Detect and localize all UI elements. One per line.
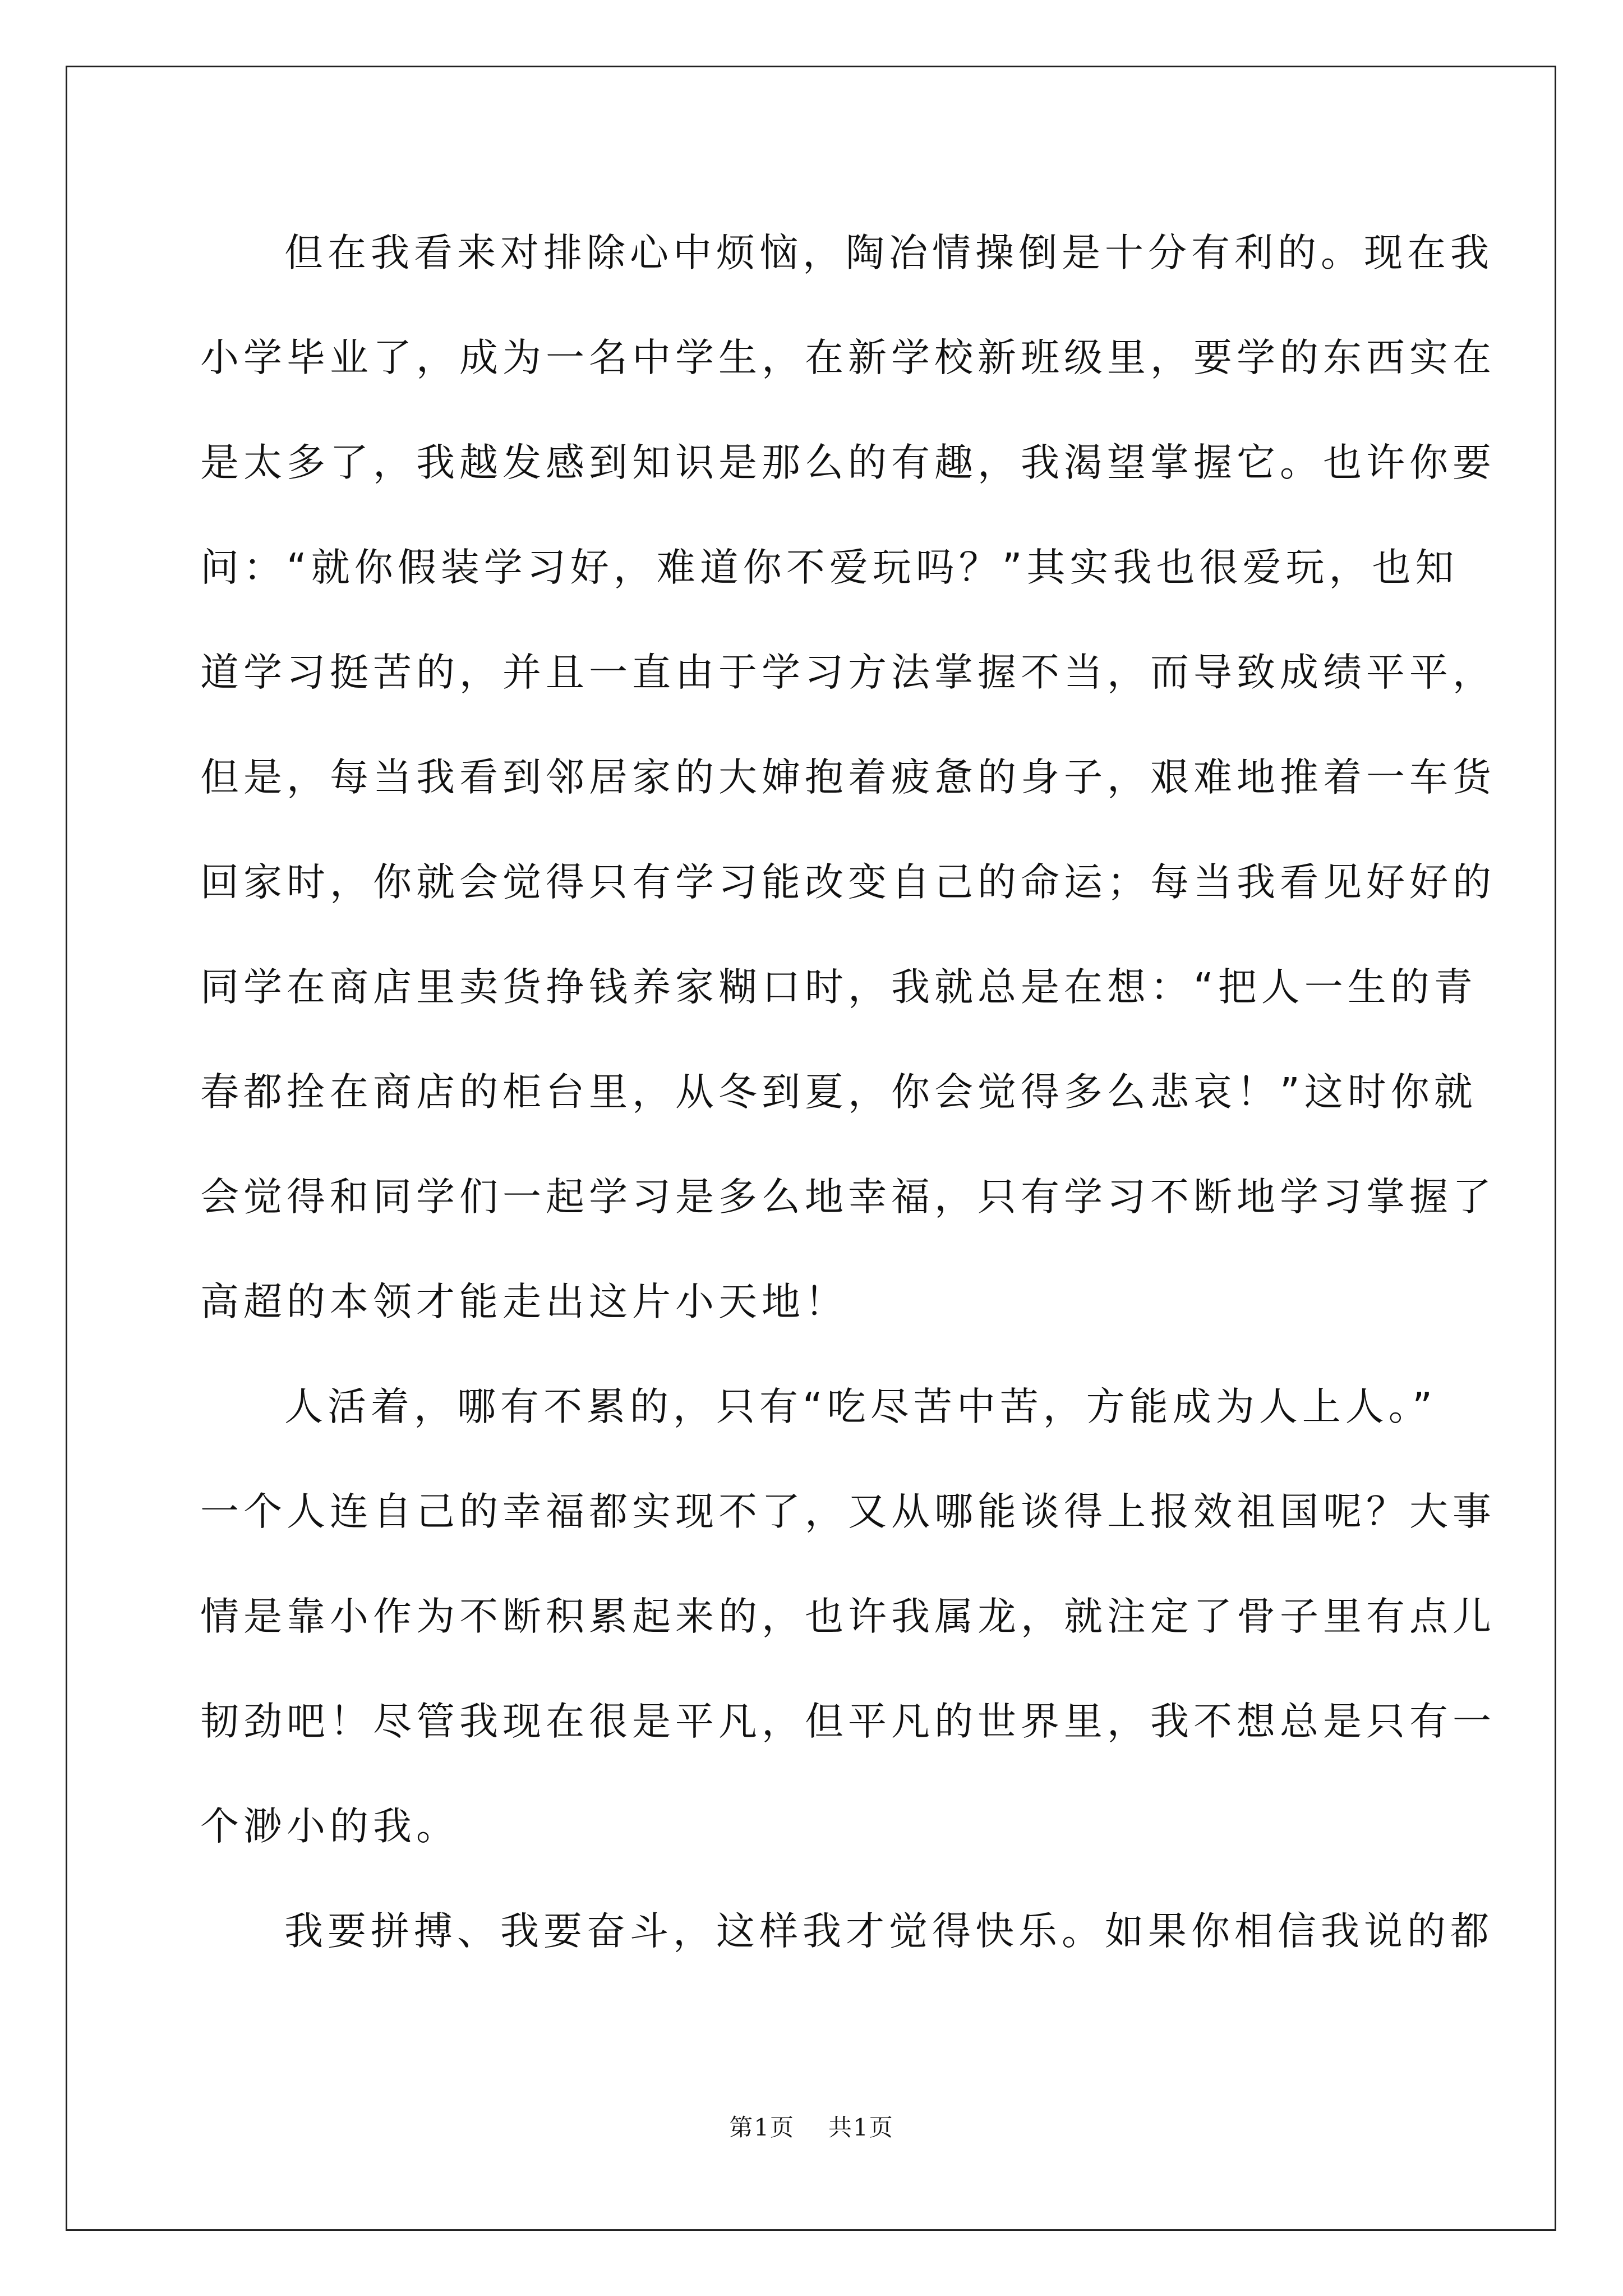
paragraph-2-line-5: 个渺小的我。	[200, 1804, 459, 1849]
paragraph-1-line-1: 但在我看来对排除心中烦恼，陶冶情操倒是十分有利的。现在我	[284, 231, 1493, 275]
paragraph-2-line-1: 人活着，哪有不累的，只有“吃尽苦中苦，方能成为人上人。”	[284, 1384, 1437, 1429]
paragraph-1-line-8: 同学在商店里卖货挣钱养家糊口时，我就总是在想：“把人一生的青	[200, 965, 1477, 1010]
paragraph-2-line-3: 情是靠小作为不断积累起来的，也许我属龙，就注定了骨子里有点儿	[200, 1594, 1496, 1639]
document-body	[200, 201, 1496, 1984]
paragraph-1-line-4: 问：“就你假装学习好，难道你不爱玩吗？”其实我也很爱玩，也知	[200, 545, 1459, 590]
page-number-total: 共1页	[828, 2114, 894, 2141]
page-number-current: 第1页	[729, 2114, 795, 2141]
paragraph-1-line-11: 高超的本领才能走出这片小天地！	[200, 1280, 848, 1324]
paragraph-3-line-1: 我要拼搏、我要奋斗，这样我才觉得快乐。如果你相信我说的都	[284, 1909, 1493, 1954]
page-footer	[0, 2109, 1623, 2143]
paragraph-1-line-7: 回家时，你就会觉得只有学习能改变自己的命运；每当我看见好好的	[200, 860, 1496, 905]
paragraph-1-line-10: 会觉得和同学们一起学习是多么地幸福，只有学习不断地学习掌握了	[200, 1175, 1496, 1220]
paragraph-2-line-4: 韧劲吧！尽管我现在很是平凡，但平凡的世界里，我不想总是只有一	[200, 1699, 1496, 1744]
paragraph-1-line-9: 春都拴在商店的柜台里，从冬到夏，你会觉得多么悲哀！”这时你就	[200, 1070, 1477, 1115]
paragraph-1-line-5: 道学习挺苦的，并且一直由于学习方法掌握不当，而导致成绩平平，	[200, 650, 1496, 695]
paragraph-1-line-3: 是太多了，我越发感到知识是那么的有趣，我渴望掌握它。也许你要	[200, 440, 1496, 485]
paragraph-1-line-2: 小学毕业了，成为一名中学生，在新学校新班级里，要学的东西实在	[200, 335, 1496, 380]
paragraph-2-line-2: 一个人连自己的幸福都实现不了，又从哪能谈得上报效祖国呢？大事	[200, 1489, 1496, 1534]
paragraph-1-line-6: 但是，每当我看到邻居家的大婶抱着疲惫的身子，艰难地推着一车货	[200, 755, 1496, 800]
